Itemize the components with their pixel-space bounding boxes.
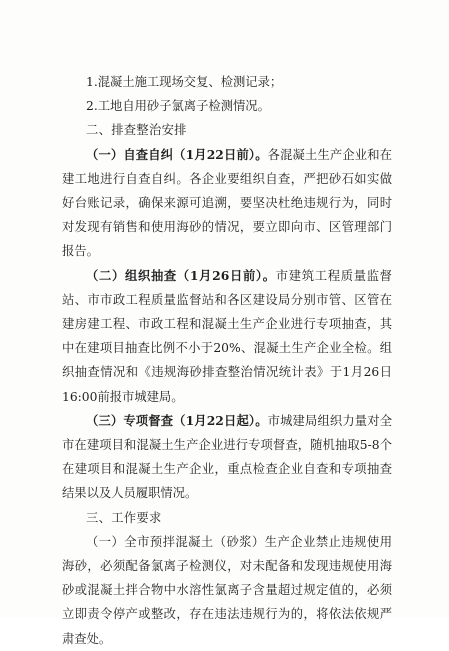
paragraph-lead: （二）组织抽查（1月26日前）。: [86, 267, 276, 283]
paragraph: [62, 264, 392, 409]
paragraph: （一）全市预拌混凝土（砂浆）生产企业禁止违规使用海砂，必须配备氯离子检测仪，对未配备和发现违规使用海砂或混凝土拌合物中水溶性氯离子含量超过规定值的，必须立即责令停产或整改，存在违法违规行为的，将依法依规严肃查处。: [62, 534, 392, 646]
paragraph: [62, 143, 392, 264]
section-heading: 二、排查整治安排: [86, 123, 187, 138]
paragraph-lead: （三）专项督查（1月22日起）。: [86, 412, 268, 428]
paragraph-text: 市建筑工程质量监督站、市市政工程质量监督站和各区建设局分别市管、区管在建房建工程、市政工程和混凝土生产企业进行专项抽查，其中在建项目抽查比例不小于20%、混凝土生产企业全检。组织抽查情况和《违规海砂排查整治情况统计表》于1月26日16:00前报市城建局。: [62, 268, 392, 404]
list-item: 1.混凝土施工现场交复、检测记录；: [86, 75, 283, 89]
list-item: 2.工地自用砂子氯离子检测情况。: [86, 99, 270, 114]
section-heading: 三、工作要求: [86, 510, 162, 525]
document-body: [62, 70, 392, 651]
paragraph: [62, 409, 392, 506]
paragraph-text: 各混凝土生产企业和在建工地进行自查自纠。各企业要组织自查，严把砂石如实做好台账记录，确保来源可追溯，要坚决杜绝违规行为，同时对发现有销售和使用海砂的情况，要立即向市、区管理部门报告。: [62, 147, 392, 259]
paragraph-lead: （一）自查自纠（1月22日前）。: [86, 146, 268, 162]
paragraph-text: 市城建局组织力量对全市在建项目和混凝土生产企业进行专项督查，随机抽取5-8个在建项目和混凝土生产企业，重点检查企业自查和专项抽查结果以及人员履职情况。: [62, 413, 392, 501]
